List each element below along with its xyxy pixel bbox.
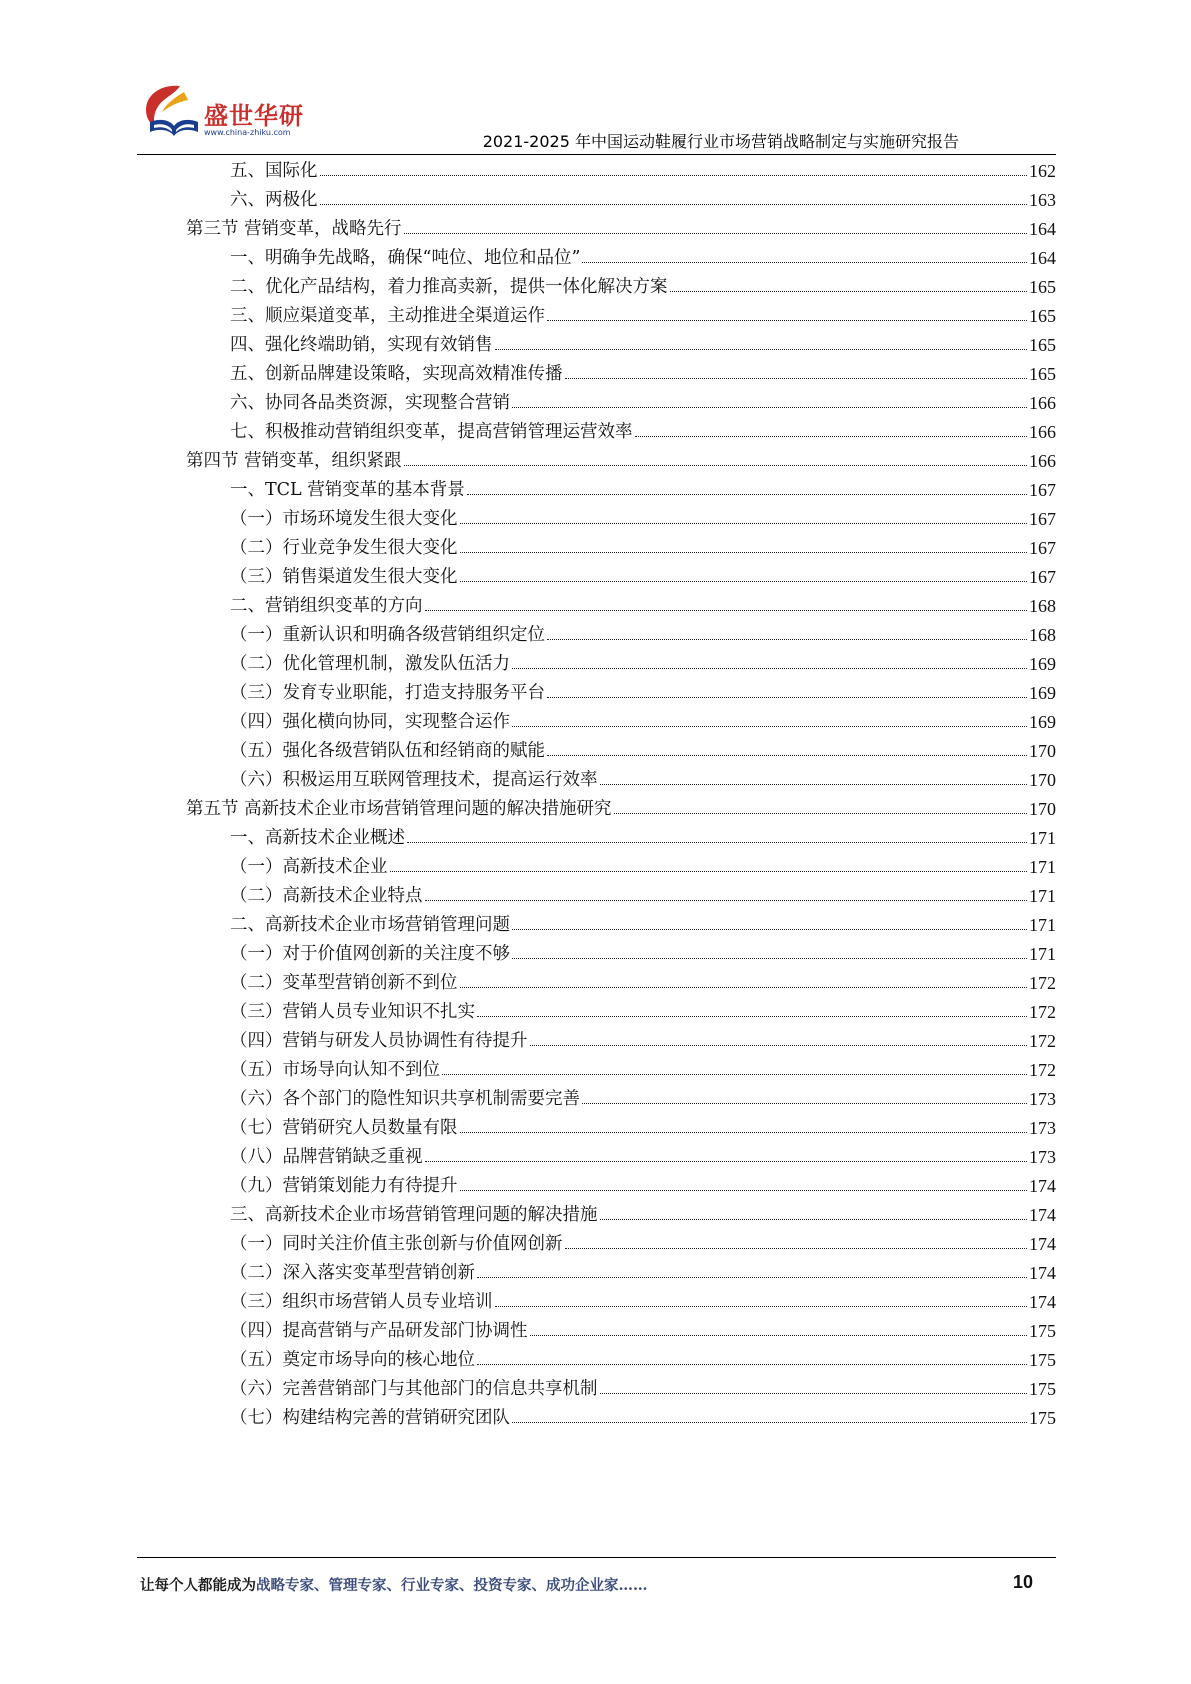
toc-entry-title: （一）高新技术企业 xyxy=(230,857,388,877)
toc-entry-title: 三、顺应渠道变革，主动推进全渠道运作 xyxy=(230,306,545,326)
toc-entry-page: 171 xyxy=(1029,944,1056,964)
toc-leader-dots xyxy=(495,1306,1028,1307)
toc-entry-title: （一）对于价值网创新的关注度不够 xyxy=(230,944,510,964)
toc-entry[interactable] xyxy=(230,557,1056,588)
slogan-accent: 战略专家、管理专家、行业专家、投资专家、成功企业家…… xyxy=(256,1577,648,1594)
page-number: 10 xyxy=(1012,1572,1033,1592)
toc-entry-title: （七）构建结构完善的营销研究团队 xyxy=(230,1408,510,1428)
toc-entry-title: 五、国际化 xyxy=(230,161,318,181)
toc-entry-title: （二）行业竞争发生很大变化 xyxy=(230,538,458,558)
toc-entry-page: 169 xyxy=(1029,712,1056,732)
toc-entry-title: （三）销售渠道发生很大变化 xyxy=(230,567,458,587)
toc-entry-title: （六）积极运用互联网管理技术，提高运行效率 xyxy=(230,770,598,790)
toc-entry[interactable] xyxy=(230,412,1056,443)
toc-entry-page: 171 xyxy=(1029,828,1056,848)
toc-entry[interactable] xyxy=(230,1340,1056,1371)
toc-entry-page: 170 xyxy=(1029,770,1056,790)
toc-entry-page: 174 xyxy=(1029,1234,1056,1254)
toc-entry-title: （二）优化管理机制，激发队伍活力 xyxy=(230,654,510,674)
toc-entry[interactable] xyxy=(230,644,1056,675)
toc-entry-page: 172 xyxy=(1029,1002,1056,1022)
toc-entry-title: （四）强化横向协同，实现整合运作 xyxy=(230,712,510,732)
toc-entry-page: 171 xyxy=(1029,915,1056,935)
toc-entry-title: 第五节 高新技术企业市场营销管理问题的解决措施研究 xyxy=(186,799,612,819)
toc-entry[interactable] xyxy=(230,818,1056,849)
toc-entry-page: 165 xyxy=(1029,277,1056,297)
toc-leader-dots xyxy=(404,233,1027,234)
toc-entry[interactable] xyxy=(230,238,1056,269)
toc-entry[interactable] xyxy=(186,209,1056,240)
toc-leader-dots xyxy=(670,291,1028,292)
toc-entry-title: 一、TCL 营销变革的基本背景 xyxy=(230,480,465,500)
toc-leader-dots xyxy=(582,262,1027,263)
company-logo xyxy=(140,82,330,146)
footer-divider xyxy=(137,1557,1056,1558)
toc-entry-title: 二、营销组织变革的方向 xyxy=(230,596,423,616)
toc-entry-title: 六、两极化 xyxy=(230,190,318,210)
toc-leader-dots xyxy=(512,958,1027,959)
toc-leader-dots xyxy=(460,1190,1028,1191)
toc-leader-dots xyxy=(467,494,1027,495)
toc-entry-page: 166 xyxy=(1029,422,1056,442)
toc-entry[interactable] xyxy=(230,1021,1056,1052)
toc-entry-title: （五）市场导向认知不到位 xyxy=(230,1060,440,1080)
toc-entry-title: （六）完善营销部门与其他部门的信息共享机制 xyxy=(230,1379,598,1399)
toc-leader-dots xyxy=(425,1161,1028,1162)
toc-entry-title: （二）深入落实变革型营销创新 xyxy=(230,1263,475,1283)
toc-leader-dots xyxy=(495,349,1028,350)
toc-leader-dots xyxy=(460,581,1028,582)
toc-entry[interactable] xyxy=(230,876,1056,907)
toc-leader-dots xyxy=(600,1393,1028,1394)
toc-leader-dots xyxy=(390,871,1028,872)
toc-entry-title: （一）市场环境发生很大变化 xyxy=(230,509,458,529)
toc-entry-page: 175 xyxy=(1029,1350,1056,1370)
toc-entry-page: 164 xyxy=(1029,248,1056,268)
toc-entry[interactable] xyxy=(230,1311,1056,1342)
toc-entry-page: 167 xyxy=(1029,538,1056,558)
toc-entry-page: 171 xyxy=(1029,857,1056,877)
toc-entry-title: （四）提高营销与产品研发部门协调性 xyxy=(230,1321,528,1341)
toc-entry-page: 172 xyxy=(1029,1031,1056,1051)
toc-entry-title: 第三节 营销变革，战略先行 xyxy=(186,219,402,239)
toc-entry-page: 164 xyxy=(1029,219,1056,239)
toc-entry[interactable] xyxy=(230,499,1056,530)
toc-leader-dots xyxy=(442,1074,1027,1075)
toc-leader-dots xyxy=(477,1016,1027,1017)
toc-leader-dots xyxy=(547,320,1027,321)
toc-entry-title: 二、优化产品结构，着力推高卖新，提供一体化解决方案 xyxy=(230,277,668,297)
slogan-prefix: 让每个人都能成为 xyxy=(140,1577,256,1594)
toc-entry-page: 166 xyxy=(1029,393,1056,413)
toc-leader-dots xyxy=(512,1422,1027,1423)
toc-entry-page: 174 xyxy=(1029,1263,1056,1283)
toc-entry[interactable] xyxy=(230,615,1056,646)
toc-entry-title: （三）组织市场营销人员专业培训 xyxy=(230,1292,493,1312)
toc-entry-page: 163 xyxy=(1029,190,1056,210)
toc-entry-page: 173 xyxy=(1029,1147,1056,1167)
toc-entry[interactable] xyxy=(230,702,1056,733)
toc-leader-dots xyxy=(460,987,1028,988)
toc-leader-dots xyxy=(460,1132,1028,1133)
toc-entry-page: 174 xyxy=(1029,1292,1056,1312)
toc-entry-page: 173 xyxy=(1029,1089,1056,1109)
toc-leader-dots xyxy=(614,813,1027,814)
toc-entry[interactable] xyxy=(230,760,1056,791)
toc-entry-page: 169 xyxy=(1029,683,1056,703)
toc-entry[interactable] xyxy=(230,383,1056,414)
toc-entry-title: 三、高新技术企业市场营销管理问题的解决措施 xyxy=(230,1205,598,1225)
toc-entry-title: （七）营销研究人员数量有限 xyxy=(230,1118,458,1138)
toc-leader-dots xyxy=(565,378,1028,379)
logo-website-url: www.china-zhiku.com xyxy=(204,128,291,137)
toc-entry[interactable] xyxy=(230,1079,1056,1110)
toc-entry-title: 二、高新技术企业市场营销管理问题 xyxy=(230,915,510,935)
toc-entry[interactable] xyxy=(230,354,1056,385)
toc-leader-dots xyxy=(547,697,1027,698)
toc-entry-page: 174 xyxy=(1029,1205,1056,1225)
toc-leader-dots xyxy=(512,929,1027,930)
toc-leader-dots xyxy=(600,784,1028,785)
toc-entry-title: （五）奠定市场导向的核心地位 xyxy=(230,1350,475,1370)
toc-entry-page: 170 xyxy=(1029,799,1056,819)
toc-entry-page: 167 xyxy=(1029,567,1056,587)
toc-entry[interactable] xyxy=(230,1166,1056,1197)
toc-entry[interactable] xyxy=(230,1224,1056,1255)
toc-entry[interactable] xyxy=(186,441,1056,472)
toc-entry[interactable] xyxy=(230,296,1056,327)
toc-leader-dots xyxy=(460,552,1028,553)
page-footer xyxy=(140,1574,1055,1598)
toc-entry-page: 166 xyxy=(1029,451,1056,471)
toc-leader-dots xyxy=(512,668,1027,669)
toc-entry-title: （六）各个部门的隐性知识共享机制需要完善 xyxy=(230,1089,580,1109)
toc-entry[interactable] xyxy=(230,1253,1056,1284)
toc-leader-dots xyxy=(477,1364,1027,1365)
toc-entry[interactable] xyxy=(230,528,1056,559)
toc-entry[interactable] xyxy=(230,934,1056,965)
toc-entry-page: 172 xyxy=(1029,973,1056,993)
toc-entry-title: （九）营销策划能力有待提升 xyxy=(230,1176,458,1196)
toc-entry-page: 165 xyxy=(1029,306,1056,326)
toc-entry[interactable] xyxy=(230,586,1056,617)
toc-entry-title: （三）营销人员专业知识不扎实 xyxy=(230,1002,475,1022)
toc-entry-title: 一、明确争先战略，确保“吨位、地位和品位” xyxy=(230,248,581,268)
footer-slogan xyxy=(140,1574,648,1595)
toc-entry-title: 第四节 营销变革，组织紧跟 xyxy=(186,451,402,471)
toc-entry-page: 165 xyxy=(1029,335,1056,355)
toc-entry[interactable] xyxy=(230,905,1056,936)
toc-entry[interactable] xyxy=(230,1108,1056,1139)
toc-entry[interactable] xyxy=(230,1398,1056,1429)
toc-entry-page: 175 xyxy=(1029,1321,1056,1341)
toc-leader-dots xyxy=(320,204,1028,205)
toc-entry-title: 六、协同各品类资源，实现整合营销 xyxy=(230,393,510,413)
toc-leader-dots xyxy=(404,465,1027,466)
toc-leader-dots xyxy=(407,842,1027,843)
toc-entry[interactable] xyxy=(230,267,1056,298)
toc-entry-page: 174 xyxy=(1029,1176,1056,1196)
toc-entry[interactable] xyxy=(230,470,1056,501)
toc-entry[interactable] xyxy=(230,673,1056,704)
toc-entry-page: 167 xyxy=(1029,480,1056,500)
toc-entry-title: （一）同时关注价值主张创新与价值网创新 xyxy=(230,1234,563,1254)
toc-leader-dots xyxy=(425,610,1028,611)
toc-entry-title: 五、创新品牌建设策略，实现高效精准传播 xyxy=(230,364,563,384)
toc-entry-page: 165 xyxy=(1029,364,1056,384)
toc-entry-title: 一、高新技术企业概述 xyxy=(230,828,405,848)
toc-entry[interactable] xyxy=(230,180,1056,211)
toc-entry[interactable] xyxy=(186,789,1056,820)
toc-leader-dots xyxy=(547,639,1027,640)
toc-entry[interactable] xyxy=(230,1050,1056,1081)
logo-brand-name: 盛世华研 xyxy=(204,102,304,130)
toc-leader-dots xyxy=(600,1219,1028,1220)
toc-entry[interactable] xyxy=(230,1137,1056,1168)
toc-entry[interactable] xyxy=(230,151,1056,182)
toc-leader-dots xyxy=(512,726,1027,727)
toc-entry-page: 170 xyxy=(1029,741,1056,761)
toc-leader-dots xyxy=(530,1045,1028,1046)
toc-leader-dots xyxy=(530,1335,1028,1336)
toc-entry-page: 168 xyxy=(1029,596,1056,616)
toc-entry-title: （八）品牌营销缺乏重视 xyxy=(230,1147,423,1167)
toc-leader-dots xyxy=(460,523,1028,524)
toc-entry-page: 175 xyxy=(1029,1379,1056,1399)
toc-entry-title: （一）重新认识和明确各级营销组织定位 xyxy=(230,625,545,645)
book-swoosh-logo-icon xyxy=(140,82,202,140)
toc-entry-title: （五）强化各级营销队伍和经销商的赋能 xyxy=(230,741,545,761)
toc-leader-dots xyxy=(512,407,1027,408)
report-title: 2021-2025 年中国运动鞋履行业市场营销战略制定与实施研究报告 xyxy=(482,132,959,151)
toc-leader-dots xyxy=(320,175,1028,176)
toc-entry-title: （二）高新技术企业特点 xyxy=(230,886,423,906)
toc-entry[interactable] xyxy=(230,963,1056,994)
toc-entry-page: 167 xyxy=(1029,509,1056,529)
toc-entry[interactable] xyxy=(230,1369,1056,1400)
toc-entry[interactable] xyxy=(230,847,1056,878)
toc-entry-page: 171 xyxy=(1029,886,1056,906)
toc-entry-title: （四）营销与研发人员协调性有待提升 xyxy=(230,1031,528,1051)
toc-leader-dots xyxy=(582,1103,1027,1104)
toc-entry-page: 169 xyxy=(1029,654,1056,674)
toc-entry-page: 173 xyxy=(1029,1118,1056,1138)
toc-entry-title: （二）变革型营销创新不到位 xyxy=(230,973,458,993)
toc-entry-page: 175 xyxy=(1029,1408,1056,1428)
toc-entry[interactable] xyxy=(230,992,1056,1023)
toc-leader-dots xyxy=(565,1248,1028,1249)
toc-entry-title: 七、积极推动营销组织变革，提高营销管理运营效率 xyxy=(230,422,633,442)
toc-entry-title: 四、强化终端助销，实现有效销售 xyxy=(230,335,493,355)
toc-entry[interactable] xyxy=(230,325,1056,356)
toc-leader-dots xyxy=(635,436,1028,437)
toc-leader-dots xyxy=(547,755,1027,756)
toc-entry-page: 162 xyxy=(1029,161,1056,181)
toc-leader-dots xyxy=(425,900,1028,901)
toc-entry[interactable] xyxy=(230,1282,1056,1313)
toc-leader-dots xyxy=(477,1277,1027,1278)
page-header xyxy=(0,0,1191,150)
toc-entry[interactable] xyxy=(230,1195,1056,1226)
toc-entry-page: 168 xyxy=(1029,625,1056,645)
toc-entry-page: 172 xyxy=(1029,1060,1056,1080)
toc-entry[interactable] xyxy=(230,731,1056,762)
toc-entry-title: （三）发育专业职能，打造支持服务平台 xyxy=(230,683,545,703)
